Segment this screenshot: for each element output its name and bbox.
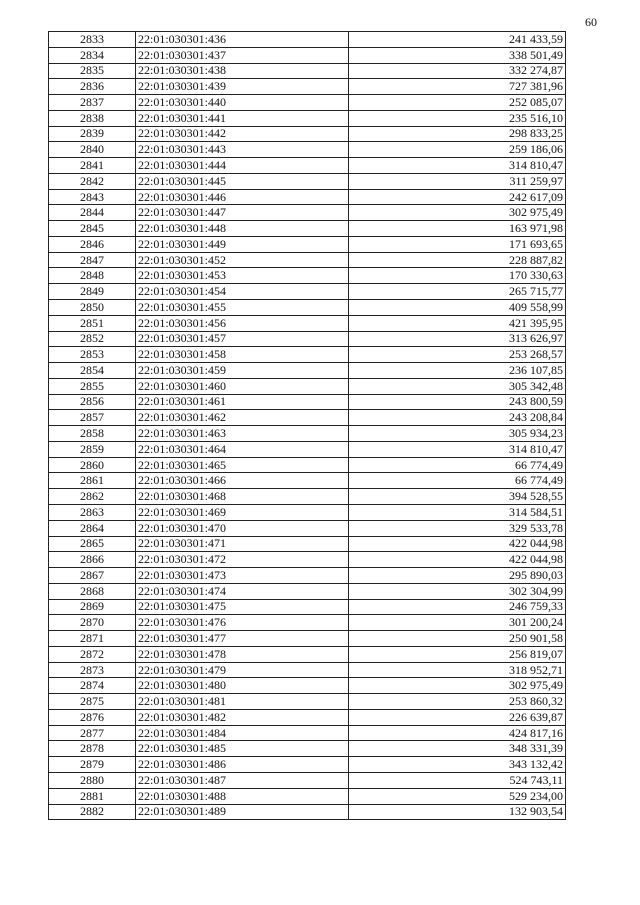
cadastral-number-cell: 22:01:030301:453 — [136, 268, 349, 284]
row-number-cell: 2840 — [49, 142, 136, 158]
cadastral-value-cell: 252 085,07 — [349, 95, 566, 111]
cadastral-value-cell: 305 342,48 — [349, 378, 566, 394]
row-number-cell: 2880 — [49, 772, 136, 788]
row-number-cell: 2850 — [49, 300, 136, 316]
table-row — [49, 709, 566, 725]
table-row — [49, 363, 566, 379]
table-row — [49, 205, 566, 221]
cadastral-number-cell: 22:01:030301:455 — [136, 300, 349, 316]
cadastral-value-cell: 314 584,51 — [349, 504, 566, 520]
row-number-cell: 2881 — [49, 788, 136, 804]
cadastral-value-cell: 298 833,25 — [349, 126, 566, 142]
cadastral-value-cell: 524 743,11 — [349, 772, 566, 788]
table-row — [49, 489, 566, 505]
row-number-cell: 2841 — [49, 158, 136, 174]
cadastral-number-cell: 22:01:030301:454 — [136, 284, 349, 300]
cadastral-number-cell: 22:01:030301:473 — [136, 568, 349, 584]
table-row — [49, 315, 566, 331]
cadastral-value-cell: 421 395,95 — [349, 315, 566, 331]
table-row — [49, 504, 566, 520]
table-row — [49, 331, 566, 347]
cadastral-number-cell: 22:01:030301:440 — [136, 95, 349, 111]
cadastral-value-cell: 529 234,00 — [349, 788, 566, 804]
cadastral-value-cell: 235 516,10 — [349, 110, 566, 126]
cadastral-number-cell: 22:01:030301:446 — [136, 189, 349, 205]
row-number-cell: 2871 — [49, 631, 136, 647]
table-row — [49, 568, 566, 584]
cadastral-number-cell: 22:01:030301:478 — [136, 646, 349, 662]
table-row — [49, 457, 566, 473]
cadastral-value-cell: 329 533,78 — [349, 520, 566, 536]
table-row — [49, 158, 566, 174]
table-row — [49, 252, 566, 268]
row-number-cell: 2863 — [49, 504, 136, 520]
cadastral-value-cell: 343 132,42 — [349, 757, 566, 773]
table-row — [49, 126, 566, 142]
cadastral-number-cell: 22:01:030301:488 — [136, 788, 349, 804]
cadastral-value-cell: 236 107,85 — [349, 363, 566, 379]
cadastral-value-cell: 422 044,98 — [349, 552, 566, 568]
cadastral-number-cell: 22:01:030301:485 — [136, 741, 349, 757]
table-row — [49, 662, 566, 678]
cadastral-value-cell: 424 817,16 — [349, 725, 566, 741]
row-number-cell: 2879 — [49, 757, 136, 773]
cadastral-value-cell: 250 901,58 — [349, 631, 566, 647]
table-row — [49, 95, 566, 111]
cadastral-number-cell: 22:01:030301:444 — [136, 158, 349, 174]
table-row — [49, 552, 566, 568]
row-number-cell: 2857 — [49, 410, 136, 426]
cadastral-number-cell: 22:01:030301:466 — [136, 473, 349, 489]
cadastral-value-cell: 311 259,97 — [349, 173, 566, 189]
table-row — [49, 189, 566, 205]
table-row — [49, 772, 566, 788]
row-number-cell: 2872 — [49, 646, 136, 662]
cadastral-number-cell: 22:01:030301:481 — [136, 694, 349, 710]
table-row — [49, 757, 566, 773]
table-row — [49, 631, 566, 647]
cadastral-number-cell: 22:01:030301:456 — [136, 315, 349, 331]
cadastral-value-cell: 727 381,96 — [349, 79, 566, 95]
cadastral-value-cell: 305 934,23 — [349, 426, 566, 442]
row-number-cell: 2851 — [49, 315, 136, 331]
table-row — [49, 378, 566, 394]
row-number-cell: 2847 — [49, 252, 136, 268]
table-row — [49, 347, 566, 363]
row-number-cell: 2876 — [49, 709, 136, 725]
page-number: 60 — [585, 15, 597, 29]
cadastral-value-cell: 302 975,49 — [349, 678, 566, 694]
row-number-cell: 2842 — [49, 173, 136, 189]
table-row — [49, 284, 566, 300]
cadastral-number-cell: 22:01:030301:443 — [136, 142, 349, 158]
row-number-cell: 2856 — [49, 394, 136, 410]
cadastral-number-cell: 22:01:030301:480 — [136, 678, 349, 694]
cadastral-number-cell: 22:01:030301:449 — [136, 236, 349, 252]
table-row — [49, 173, 566, 189]
cadastral-number-cell: 22:01:030301:472 — [136, 552, 349, 568]
table-row — [49, 520, 566, 536]
table-row — [49, 300, 566, 316]
cadastral-number-cell: 22:01:030301:458 — [136, 347, 349, 363]
cadastral-value-cell: 242 617,09 — [349, 189, 566, 205]
cadastral-value-cell: 313 626,97 — [349, 331, 566, 347]
row-number-cell: 2878 — [49, 741, 136, 757]
cadastral-number-cell: 22:01:030301:464 — [136, 441, 349, 457]
cadastral-number-cell: 22:01:030301:484 — [136, 725, 349, 741]
cadastral-value-cell: 253 860,32 — [349, 694, 566, 710]
table-row — [49, 694, 566, 710]
cadastral-value-cell: 163 971,98 — [349, 221, 566, 237]
table-row — [49, 473, 566, 489]
table-row — [49, 646, 566, 662]
cadastral-number-cell: 22:01:030301:457 — [136, 331, 349, 347]
table-row — [49, 63, 566, 79]
row-number-cell: 2848 — [49, 268, 136, 284]
row-number-cell: 2862 — [49, 489, 136, 505]
cadastral-number-cell: 22:01:030301:437 — [136, 47, 349, 63]
row-number-cell: 2877 — [49, 725, 136, 741]
row-number-cell: 2854 — [49, 363, 136, 379]
cadastral-number-cell: 22:01:030301:438 — [136, 63, 349, 79]
table-row — [49, 599, 566, 615]
table-row — [49, 725, 566, 741]
table-row — [49, 394, 566, 410]
cadastral-number-cell: 22:01:030301:452 — [136, 252, 349, 268]
cadastral-value-cell: 132 903,54 — [349, 804, 566, 820]
row-number-cell: 2860 — [49, 457, 136, 473]
row-number-cell: 2864 — [49, 520, 136, 536]
row-number-cell: 2835 — [49, 63, 136, 79]
cadastral-number-cell: 22:01:030301:482 — [136, 709, 349, 725]
row-number-cell: 2870 — [49, 615, 136, 631]
cadastral-value-cell: 332 274,87 — [349, 63, 566, 79]
row-number-cell: 2836 — [49, 79, 136, 95]
cadastral-value-cell: 265 715,77 — [349, 284, 566, 300]
cadastral-value-cell: 228 887,82 — [349, 252, 566, 268]
cadastral-value-cell: 243 800,59 — [349, 394, 566, 410]
table-row — [49, 441, 566, 457]
row-number-cell: 2875 — [49, 694, 136, 710]
cadastral-value-cell: 246 759,33 — [349, 599, 566, 615]
table-row — [49, 804, 566, 820]
table-row — [49, 221, 566, 237]
cadastral-number-cell: 22:01:030301:476 — [136, 615, 349, 631]
cadastral-number-cell: 22:01:030301:487 — [136, 772, 349, 788]
table-body — [49, 32, 566, 820]
row-number-cell: 2846 — [49, 236, 136, 252]
table-row — [49, 142, 566, 158]
cadastral-number-cell: 22:01:030301:447 — [136, 205, 349, 221]
row-number-cell: 2861 — [49, 473, 136, 489]
table-row — [49, 678, 566, 694]
row-number-cell: 2858 — [49, 426, 136, 442]
row-number-cell: 2852 — [49, 331, 136, 347]
table-row — [49, 236, 566, 252]
cadastral-number-cell: 22:01:030301:439 — [136, 79, 349, 95]
cadastral-value-cell: 66 774,49 — [349, 473, 566, 489]
cadastral-value-cell: 301 200,24 — [349, 615, 566, 631]
row-number-cell: 2845 — [49, 221, 136, 237]
cadastral-number-cell: 22:01:030301:445 — [136, 173, 349, 189]
table-row — [49, 426, 566, 442]
cadastral-value-cell: 256 819,07 — [349, 646, 566, 662]
row-number-cell: 2882 — [49, 804, 136, 820]
row-number-cell: 2844 — [49, 205, 136, 221]
cadastral-number-cell: 22:01:030301:469 — [136, 504, 349, 520]
cadastral-value-cell: 253 268,57 — [349, 347, 566, 363]
cadastral-value-cell: 409 558,99 — [349, 300, 566, 316]
row-number-cell: 2837 — [49, 95, 136, 111]
cadastral-number-cell: 22:01:030301:448 — [136, 221, 349, 237]
cadastral-value-cell: 66 774,49 — [349, 457, 566, 473]
table-row — [49, 410, 566, 426]
row-number-cell: 2866 — [49, 552, 136, 568]
table-row — [49, 79, 566, 95]
row-number-cell: 2869 — [49, 599, 136, 615]
cadastral-value-cell: 338 501,49 — [349, 47, 566, 63]
cadastral-value-cell: 422 044,98 — [349, 536, 566, 552]
cadastral-value-cell: 302 304,99 — [349, 583, 566, 599]
row-number-cell: 2873 — [49, 662, 136, 678]
table-row — [49, 741, 566, 757]
cadastral-number-cell: 22:01:030301:468 — [136, 489, 349, 505]
cadastral-number-cell: 22:01:030301:470 — [136, 520, 349, 536]
cadastral-number-cell: 22:01:030301:460 — [136, 378, 349, 394]
cadastral-number-cell: 22:01:030301:442 — [136, 126, 349, 142]
cadastral-number-cell: 22:01:030301:459 — [136, 363, 349, 379]
row-number-cell: 2868 — [49, 583, 136, 599]
cadastral-value-cell: 259 186,06 — [349, 142, 566, 158]
cadastral-number-cell: 22:01:030301:463 — [136, 426, 349, 442]
cadastral-value-cell: 170 330,63 — [349, 268, 566, 284]
cadastral-value-cell: 394 528,55 — [349, 489, 566, 505]
table-row — [49, 583, 566, 599]
cadastral-value-cell: 241 433,59 — [349, 32, 566, 48]
row-number-cell: 2853 — [49, 347, 136, 363]
row-number-cell: 2839 — [49, 126, 136, 142]
cadastral-value-cell: 318 952,71 — [349, 662, 566, 678]
cadastral-value-cell: 295 890,03 — [349, 568, 566, 584]
cadastral-value-table — [48, 31, 566, 820]
table-row — [49, 788, 566, 804]
table-row — [49, 110, 566, 126]
row-number-cell: 2849 — [49, 284, 136, 300]
cadastral-number-cell: 22:01:030301:474 — [136, 583, 349, 599]
table-row — [49, 268, 566, 284]
cadastral-number-cell: 22:01:030301:465 — [136, 457, 349, 473]
cadastral-number-cell: 22:01:030301:489 — [136, 804, 349, 820]
table-row — [49, 32, 566, 48]
cadastral-number-cell: 22:01:030301:471 — [136, 536, 349, 552]
cadastral-number-cell: 22:01:030301:461 — [136, 394, 349, 410]
cadastral-value-cell: 302 975,49 — [349, 205, 566, 221]
table-row — [49, 536, 566, 552]
row-number-cell: 2874 — [49, 678, 136, 694]
row-number-cell: 2843 — [49, 189, 136, 205]
cadastral-value-cell: 348 331,39 — [349, 741, 566, 757]
row-number-cell: 2859 — [49, 441, 136, 457]
table-row — [49, 615, 566, 631]
cadastral-number-cell: 22:01:030301:441 — [136, 110, 349, 126]
cadastral-value-cell: 171 693,65 — [349, 236, 566, 252]
row-number-cell: 2855 — [49, 378, 136, 394]
row-number-cell: 2867 — [49, 568, 136, 584]
cadastral-number-cell: 22:01:030301:477 — [136, 631, 349, 647]
table-row — [49, 47, 566, 63]
cadastral-number-cell: 22:01:030301:486 — [136, 757, 349, 773]
row-number-cell: 2834 — [49, 47, 136, 63]
row-number-cell: 2838 — [49, 110, 136, 126]
cadastral-number-cell: 22:01:030301:479 — [136, 662, 349, 678]
row-number-cell: 2865 — [49, 536, 136, 552]
cadastral-number-cell: 22:01:030301:462 — [136, 410, 349, 426]
cadastral-number-cell: 22:01:030301:436 — [136, 32, 349, 48]
row-number-cell: 2833 — [49, 32, 136, 48]
cadastral-value-cell: 314 810,47 — [349, 158, 566, 174]
cadastral-number-cell: 22:01:030301:475 — [136, 599, 349, 615]
cadastral-value-cell: 314 810,47 — [349, 441, 566, 457]
cadastral-value-cell: 243 208,84 — [349, 410, 566, 426]
cadastral-value-cell: 226 639,87 — [349, 709, 566, 725]
